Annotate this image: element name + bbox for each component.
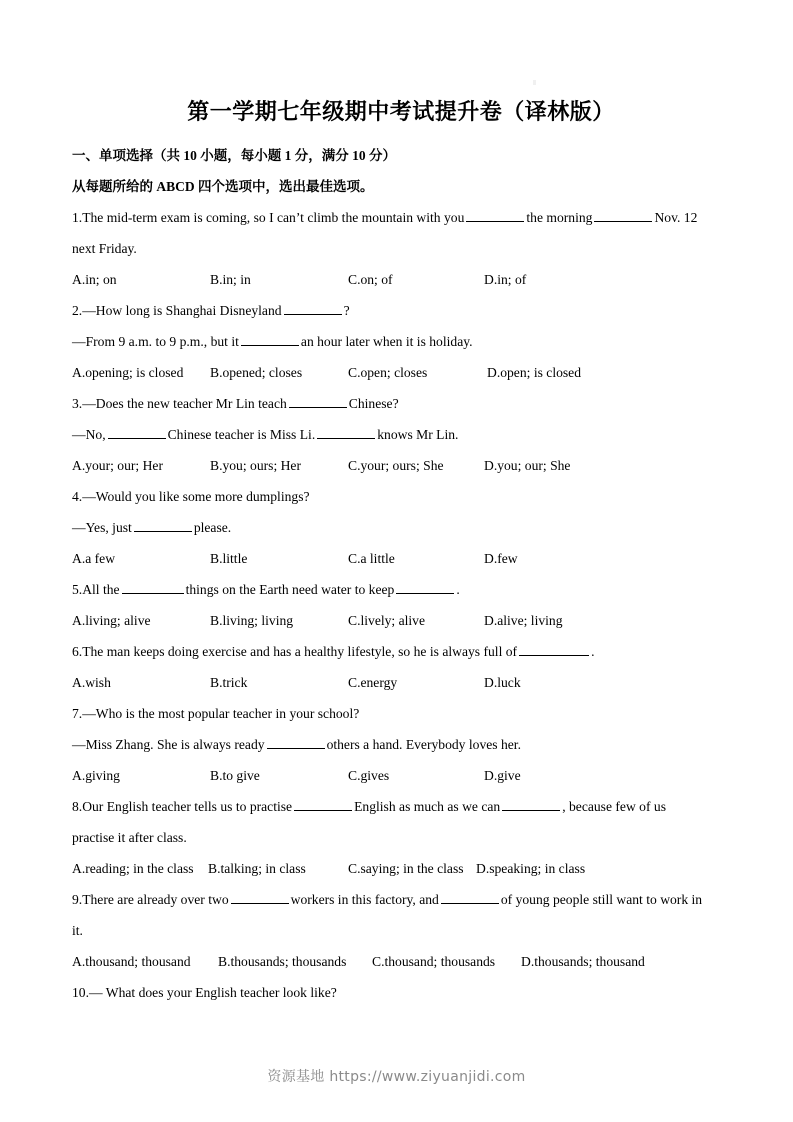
q3-text-b: Chinese?: [348, 395, 399, 411]
option-d[interactable]: D.open; is closed: [487, 364, 582, 380]
q3-text-a: 3.—Does the new teacher Mr Lin teach: [72, 395, 287, 411]
option-b[interactable]: B.talking; in class: [208, 860, 306, 876]
option-a[interactable]: A.opening; is closed: [72, 364, 184, 380]
q3-text-e: knows Mr Lin.: [377, 426, 459, 442]
option-a[interactable]: A.giving: [72, 767, 120, 783]
q2-text-b: ?: [343, 302, 350, 318]
question-2-stem-line-2: [72, 326, 730, 357]
answer-blank[interactable]: [396, 580, 454, 594]
question-6-stem-line-1: [72, 636, 730, 667]
option-b[interactable]: B.thousands; thousands: [218, 953, 347, 969]
question-6-options: [72, 667, 730, 698]
option-c[interactable]: C.a little: [348, 550, 395, 566]
q6-text-a: 6.The man keeps doing exercise and has a healthy lifestyle, so he is always full of: [72, 643, 518, 659]
answer-blank[interactable]: [231, 890, 289, 904]
option-b[interactable]: B.in; in: [210, 271, 251, 287]
option-d[interactable]: D.luck: [484, 674, 521, 690]
option-a[interactable]: A.in; on: [72, 271, 117, 287]
q5-text-c: .: [456, 581, 460, 597]
option-b[interactable]: B.opened; closes: [210, 364, 303, 380]
stray-mark: [533, 80, 536, 85]
question-2-stem-line-1: [72, 295, 730, 326]
option-a[interactable]: A.a few: [72, 550, 116, 566]
q4-text-a: —Yes, just: [72, 519, 132, 535]
question-2-options: [72, 357, 730, 388]
question-1-options: [72, 264, 730, 295]
answer-blank[interactable]: [317, 425, 375, 439]
option-c[interactable]: C.energy: [348, 674, 398, 690]
answer-blank[interactable]: [134, 518, 192, 532]
answer-blank[interactable]: [441, 890, 499, 904]
question-4-stem-line-1: 4.—Would you like some more dumplings?: [72, 488, 310, 504]
option-d[interactable]: D.few: [484, 550, 518, 566]
option-c[interactable]: C.saying; in the class: [348, 860, 464, 876]
q9-text-c: of young people still want to work in: [500, 891, 703, 907]
q2-text-c: —From 9 a.m. to 9 p.m., but it: [72, 333, 239, 349]
question-9-options: [72, 946, 730, 977]
q8-text-b: English as much as we can: [354, 798, 501, 814]
q6-text-b: .: [591, 643, 595, 659]
question-5-options: [72, 605, 730, 636]
answer-blank[interactable]: [108, 425, 166, 439]
question-10-stem-line-1: 10.— What does your English teacher look like?: [72, 984, 337, 1000]
option-a[interactable]: A.living; alive: [72, 612, 151, 628]
option-d[interactable]: D.you; our; She: [484, 457, 571, 473]
question-8-stem-line-1: [72, 791, 730, 822]
question-1-stem-line-2: next Friday.: [72, 240, 137, 256]
option-c[interactable]: C.open; closes: [348, 364, 428, 380]
q2-text-d: an hour later when it is holiday.: [300, 333, 473, 349]
option-a[interactable]: A.thousand; thousand: [72, 953, 191, 969]
question-3-stem-line-1: [72, 388, 730, 419]
q9-text-b: workers in this factory, and: [290, 891, 439, 907]
option-b[interactable]: B.you; ours; Her: [210, 457, 301, 473]
option-c[interactable]: C.thousand; thousands: [372, 953, 496, 969]
option-a[interactable]: A.your; our; Her: [72, 457, 163, 473]
page-title: 第一学期七年级期中考试提升卷（译林版）: [187, 99, 615, 124]
question-3-stem-line-2: [72, 419, 730, 450]
question-7-options: [72, 760, 730, 791]
answer-blank[interactable]: [267, 735, 325, 749]
answer-blank[interactable]: [502, 797, 560, 811]
option-a[interactable]: A.reading; in the class: [72, 860, 194, 876]
question-5-stem-line-1: [72, 574, 730, 605]
question-3-options: [72, 450, 730, 481]
q1-text-a: 1.The mid-term exam is coming, so I can’t climb the mountain with you: [72, 209, 465, 225]
q7-text-b: others a hand. Everybody loves her.: [326, 736, 521, 752]
option-d[interactable]: D.give: [484, 767, 521, 783]
q8-text-c: , because few of us: [562, 798, 666, 814]
option-d[interactable]: D.alive; living: [484, 612, 563, 628]
question-9-stem-line-1: [72, 884, 730, 915]
section-instruction: 从每题所给的 ABCD 四个选项中，选出最佳选项。: [72, 178, 374, 194]
q5-text-a: 5.All the: [72, 581, 120, 597]
q7-text-a: —Miss Zhang. She is always ready: [72, 736, 265, 752]
option-d[interactable]: D.in; of: [484, 271, 527, 287]
option-b[interactable]: B.living; living: [210, 612, 294, 628]
option-c[interactable]: C.lively; alive: [348, 612, 426, 628]
q8-text-a: 8.Our English teacher tells us to practise: [72, 798, 293, 814]
question-7-stem-line-2: [72, 729, 730, 760]
section-heading: 一、单项选择（共 10 小题，每小题 1 分，满分 10 分）: [72, 147, 396, 163]
option-c[interactable]: C.on; of: [348, 271, 393, 287]
answer-blank[interactable]: [284, 301, 342, 315]
option-d[interactable]: D.thousands; thousand: [521, 953, 645, 969]
option-c[interactable]: C.gives: [348, 767, 390, 783]
q3-text-c: —No,: [72, 426, 106, 442]
q1-text-c: Nov. 12: [654, 209, 698, 225]
answer-blank[interactable]: [122, 580, 184, 594]
option-b[interactable]: B.trick: [210, 674, 248, 690]
question-8-stem-line-2: practise it after class.: [72, 829, 187, 845]
question-7-stem-line-1: 7.—Who is the most popular teacher in your school?: [72, 705, 360, 721]
q1-text-b: the morning: [526, 209, 593, 225]
question-4-stem-line-2: [72, 512, 730, 543]
answer-blank[interactable]: [289, 394, 347, 408]
question-9-stem-line-2: it.: [72, 922, 83, 938]
option-b[interactable]: B.to give: [210, 767, 260, 783]
answer-blank[interactable]: [519, 642, 589, 656]
question-8-options: [72, 853, 730, 884]
option-c[interactable]: C.your; ours; She: [348, 457, 444, 473]
answer-blank[interactable]: [294, 797, 352, 811]
q2-text-a: 2.—How long is Shanghai Disneyland: [72, 302, 282, 318]
q5-text-b: things on the Earth need water to keep: [185, 581, 395, 597]
question-1-stem-line-1: [72, 202, 730, 233]
answer-blank[interactable]: [594, 208, 652, 222]
answer-blank[interactable]: [466, 208, 524, 222]
option-a[interactable]: A.wish: [72, 674, 111, 690]
answer-blank[interactable]: [241, 332, 299, 346]
footer-watermark: 资源基地 https://www.ziyuanjidi.com: [267, 1069, 526, 1085]
question-4-options: [72, 543, 730, 574]
option-b[interactable]: B.little: [210, 550, 248, 566]
q4-text-b: please.: [193, 519, 232, 535]
q9-text-a: 9.There are already over two: [72, 891, 229, 907]
q3-text-d: Chinese teacher is Miss Li.: [167, 426, 316, 442]
option-d[interactable]: D.speaking; in class: [476, 860, 586, 876]
